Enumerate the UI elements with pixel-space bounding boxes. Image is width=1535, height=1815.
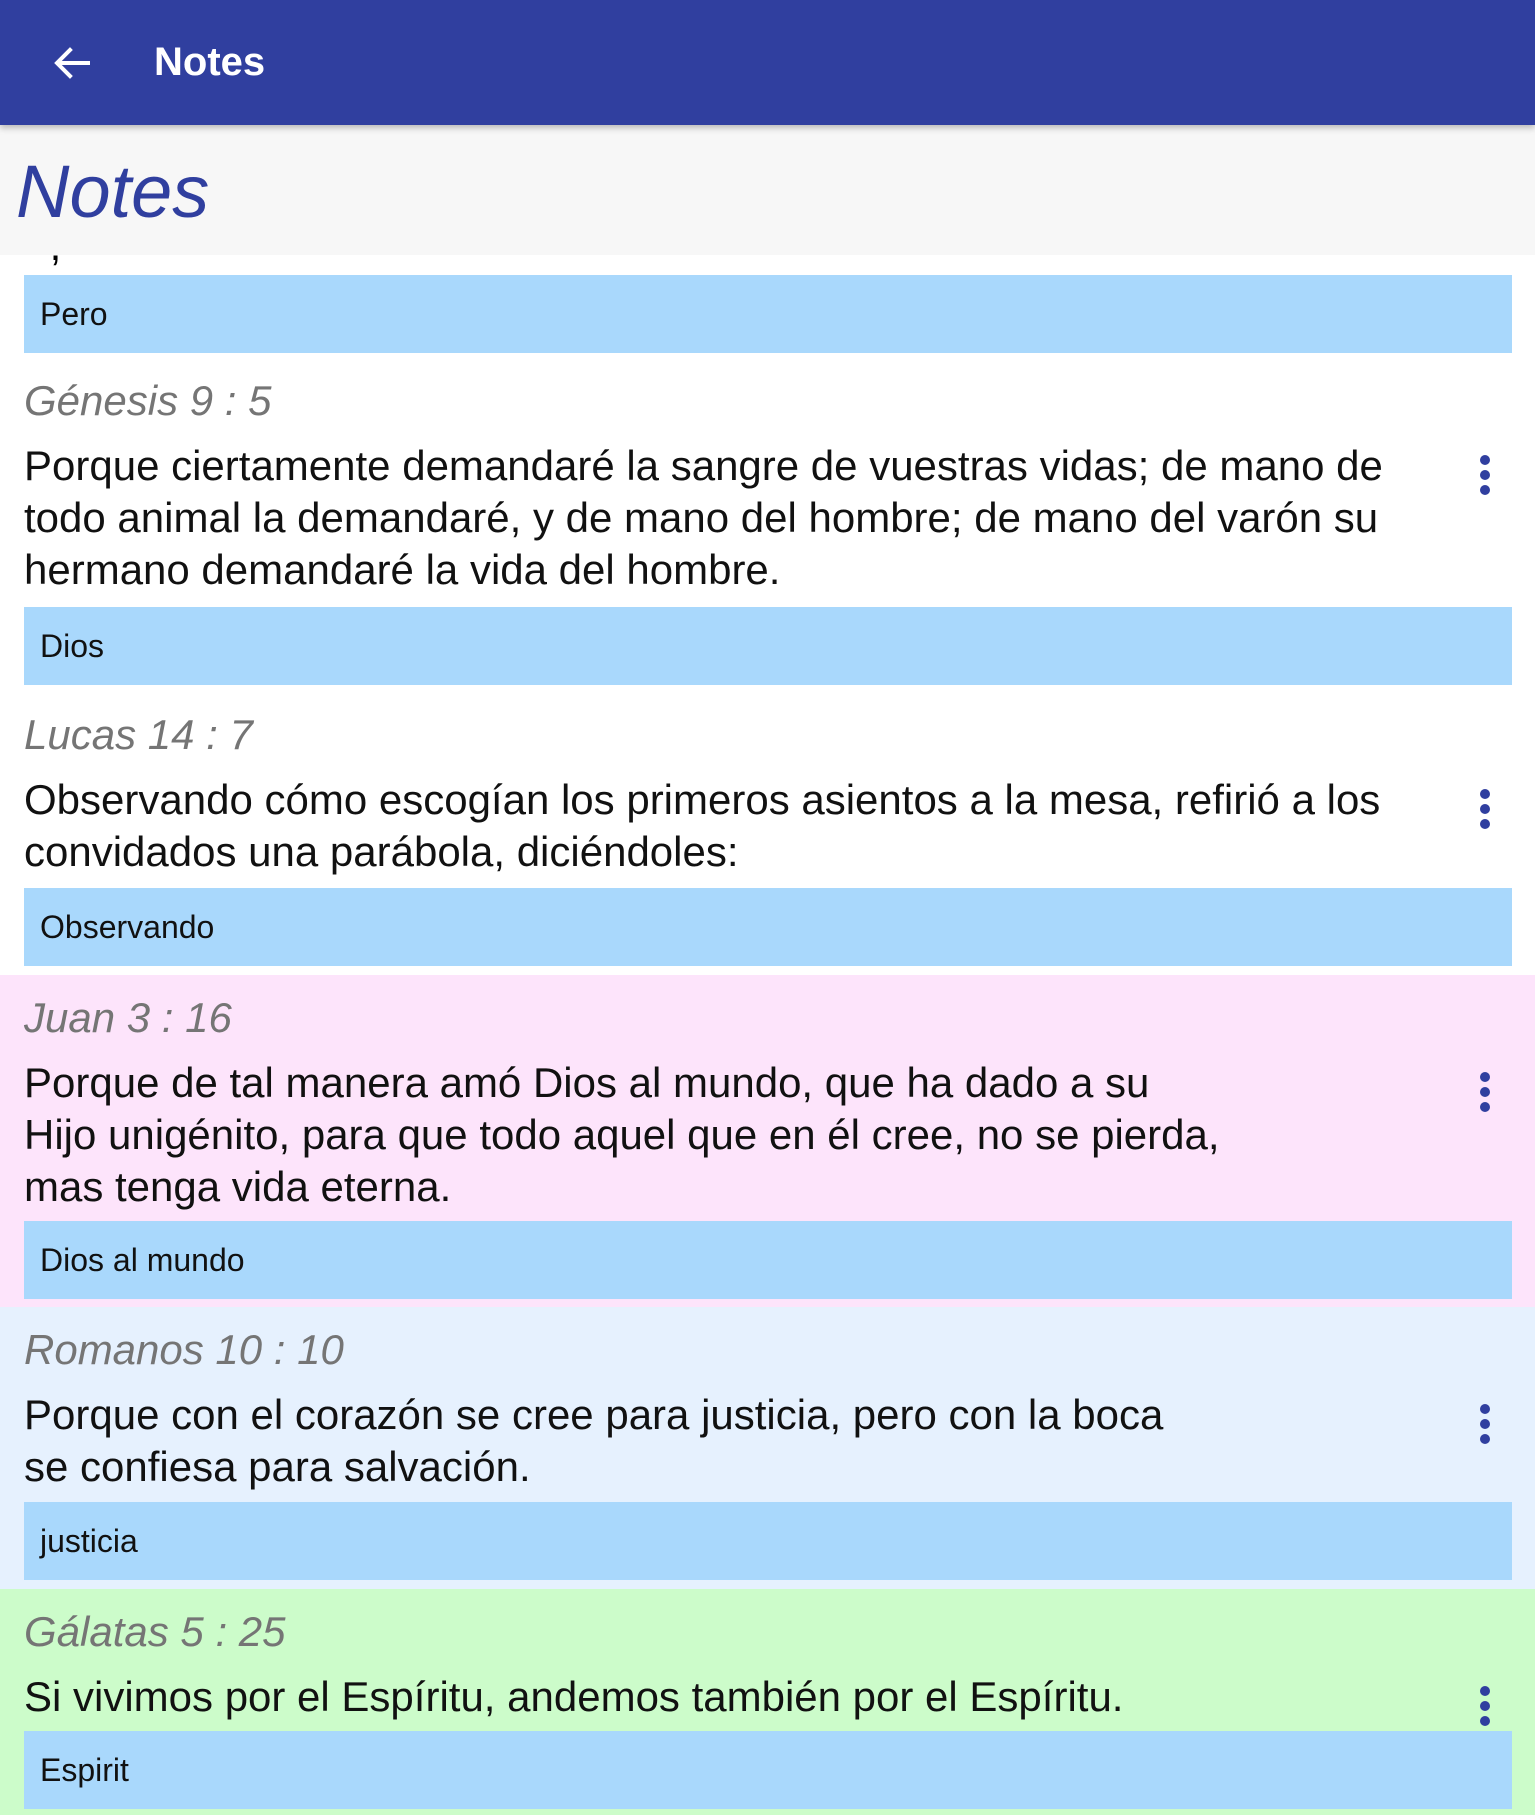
note-menu-button[interactable] (1465, 445, 1505, 505)
note-verse-line: Porque con el corazón se cree para justicia, pero con la boca (24, 1391, 1164, 1438)
note-tag[interactable] (24, 888, 1512, 966)
note-menu-button[interactable] (1465, 1062, 1505, 1122)
note-tag-label: Dios (40, 627, 105, 664)
note-item (0, 355, 1535, 690)
note-item (0, 690, 1535, 975)
note-verse: Observando cómo escogían los primeros asientos a la mesa, refirió a los convidados una parábola, diciéndoles: (24, 776, 1381, 875)
more-vert-icon (1479, 1071, 1491, 1113)
note-verse-line: se confiesa para salvación. (24, 1443, 531, 1490)
note-verse (24, 1389, 1434, 1493)
note-tag[interactable] (24, 1502, 1512, 1580)
note-verse-line: Hijo unigénito, para que todo aquel que en él cree, no se pierda, (24, 1111, 1220, 1158)
more-vert-icon (1479, 1685, 1491, 1727)
note-item (0, 1307, 1535, 1589)
page-header (0, 125, 1535, 255)
note-verse-line: Porque de tal manera amó Dios al mundo, que ha dado a su (24, 1059, 1150, 1106)
page-title: Notes (16, 150, 210, 233)
note-reference: Juan 3 : 16 (24, 994, 232, 1041)
note-tag-label: justicia (40, 1522, 138, 1559)
note-tag-label: Observando (40, 908, 215, 945)
note-tag[interactable] (24, 1731, 1512, 1809)
note-reference: Génesis 9 : 5 (24, 377, 272, 424)
note-verse: Si vivimos por el Espíritu, andemos también por el Espíritu. (24, 1673, 1124, 1720)
note-tag[interactable] (24, 1221, 1512, 1299)
note-item (0, 975, 1535, 1307)
note-menu-button[interactable] (1465, 1676, 1505, 1736)
note-tag[interactable] (24, 275, 1512, 353)
note-verse (24, 1057, 1434, 1213)
note-tag[interactable] (24, 607, 1512, 685)
note-item (0, 1589, 1535, 1815)
note-reference: Gálatas 5 : 25 (24, 1608, 286, 1655)
app-bar-title: Notes (154, 40, 266, 84)
note-verse-line: mas tenga vida eterna. (24, 1163, 452, 1210)
note-reference: Romanos 10 : 10 (24, 1326, 344, 1373)
note-item (0, 255, 1535, 355)
more-vert-icon (1479, 454, 1491, 496)
note-menu-button[interactable] (1465, 1394, 1505, 1454)
note-verse: Porque ciertamente demandaré la sangre de vuestras vidas; de mano de todo animal la demandaré, y de mano del hombre; de mano del varón su hermano demandaré la vida del hombre. (24, 442, 1383, 593)
note-tag-label: Pero (40, 295, 108, 332)
more-vert-icon (1479, 1403, 1491, 1445)
app-bar (0, 0, 1535, 125)
note-tag-label: Dios al mundo (40, 1241, 245, 1278)
more-vert-icon (1479, 788, 1491, 830)
back-button[interactable] (37, 28, 107, 98)
arrow-back-icon (52, 45, 92, 81)
note-reference: Lucas 14 : 7 (24, 711, 253, 758)
note-menu-button[interactable] (1465, 779, 1505, 839)
note-tag-label: Espirit (40, 1751, 129, 1788)
